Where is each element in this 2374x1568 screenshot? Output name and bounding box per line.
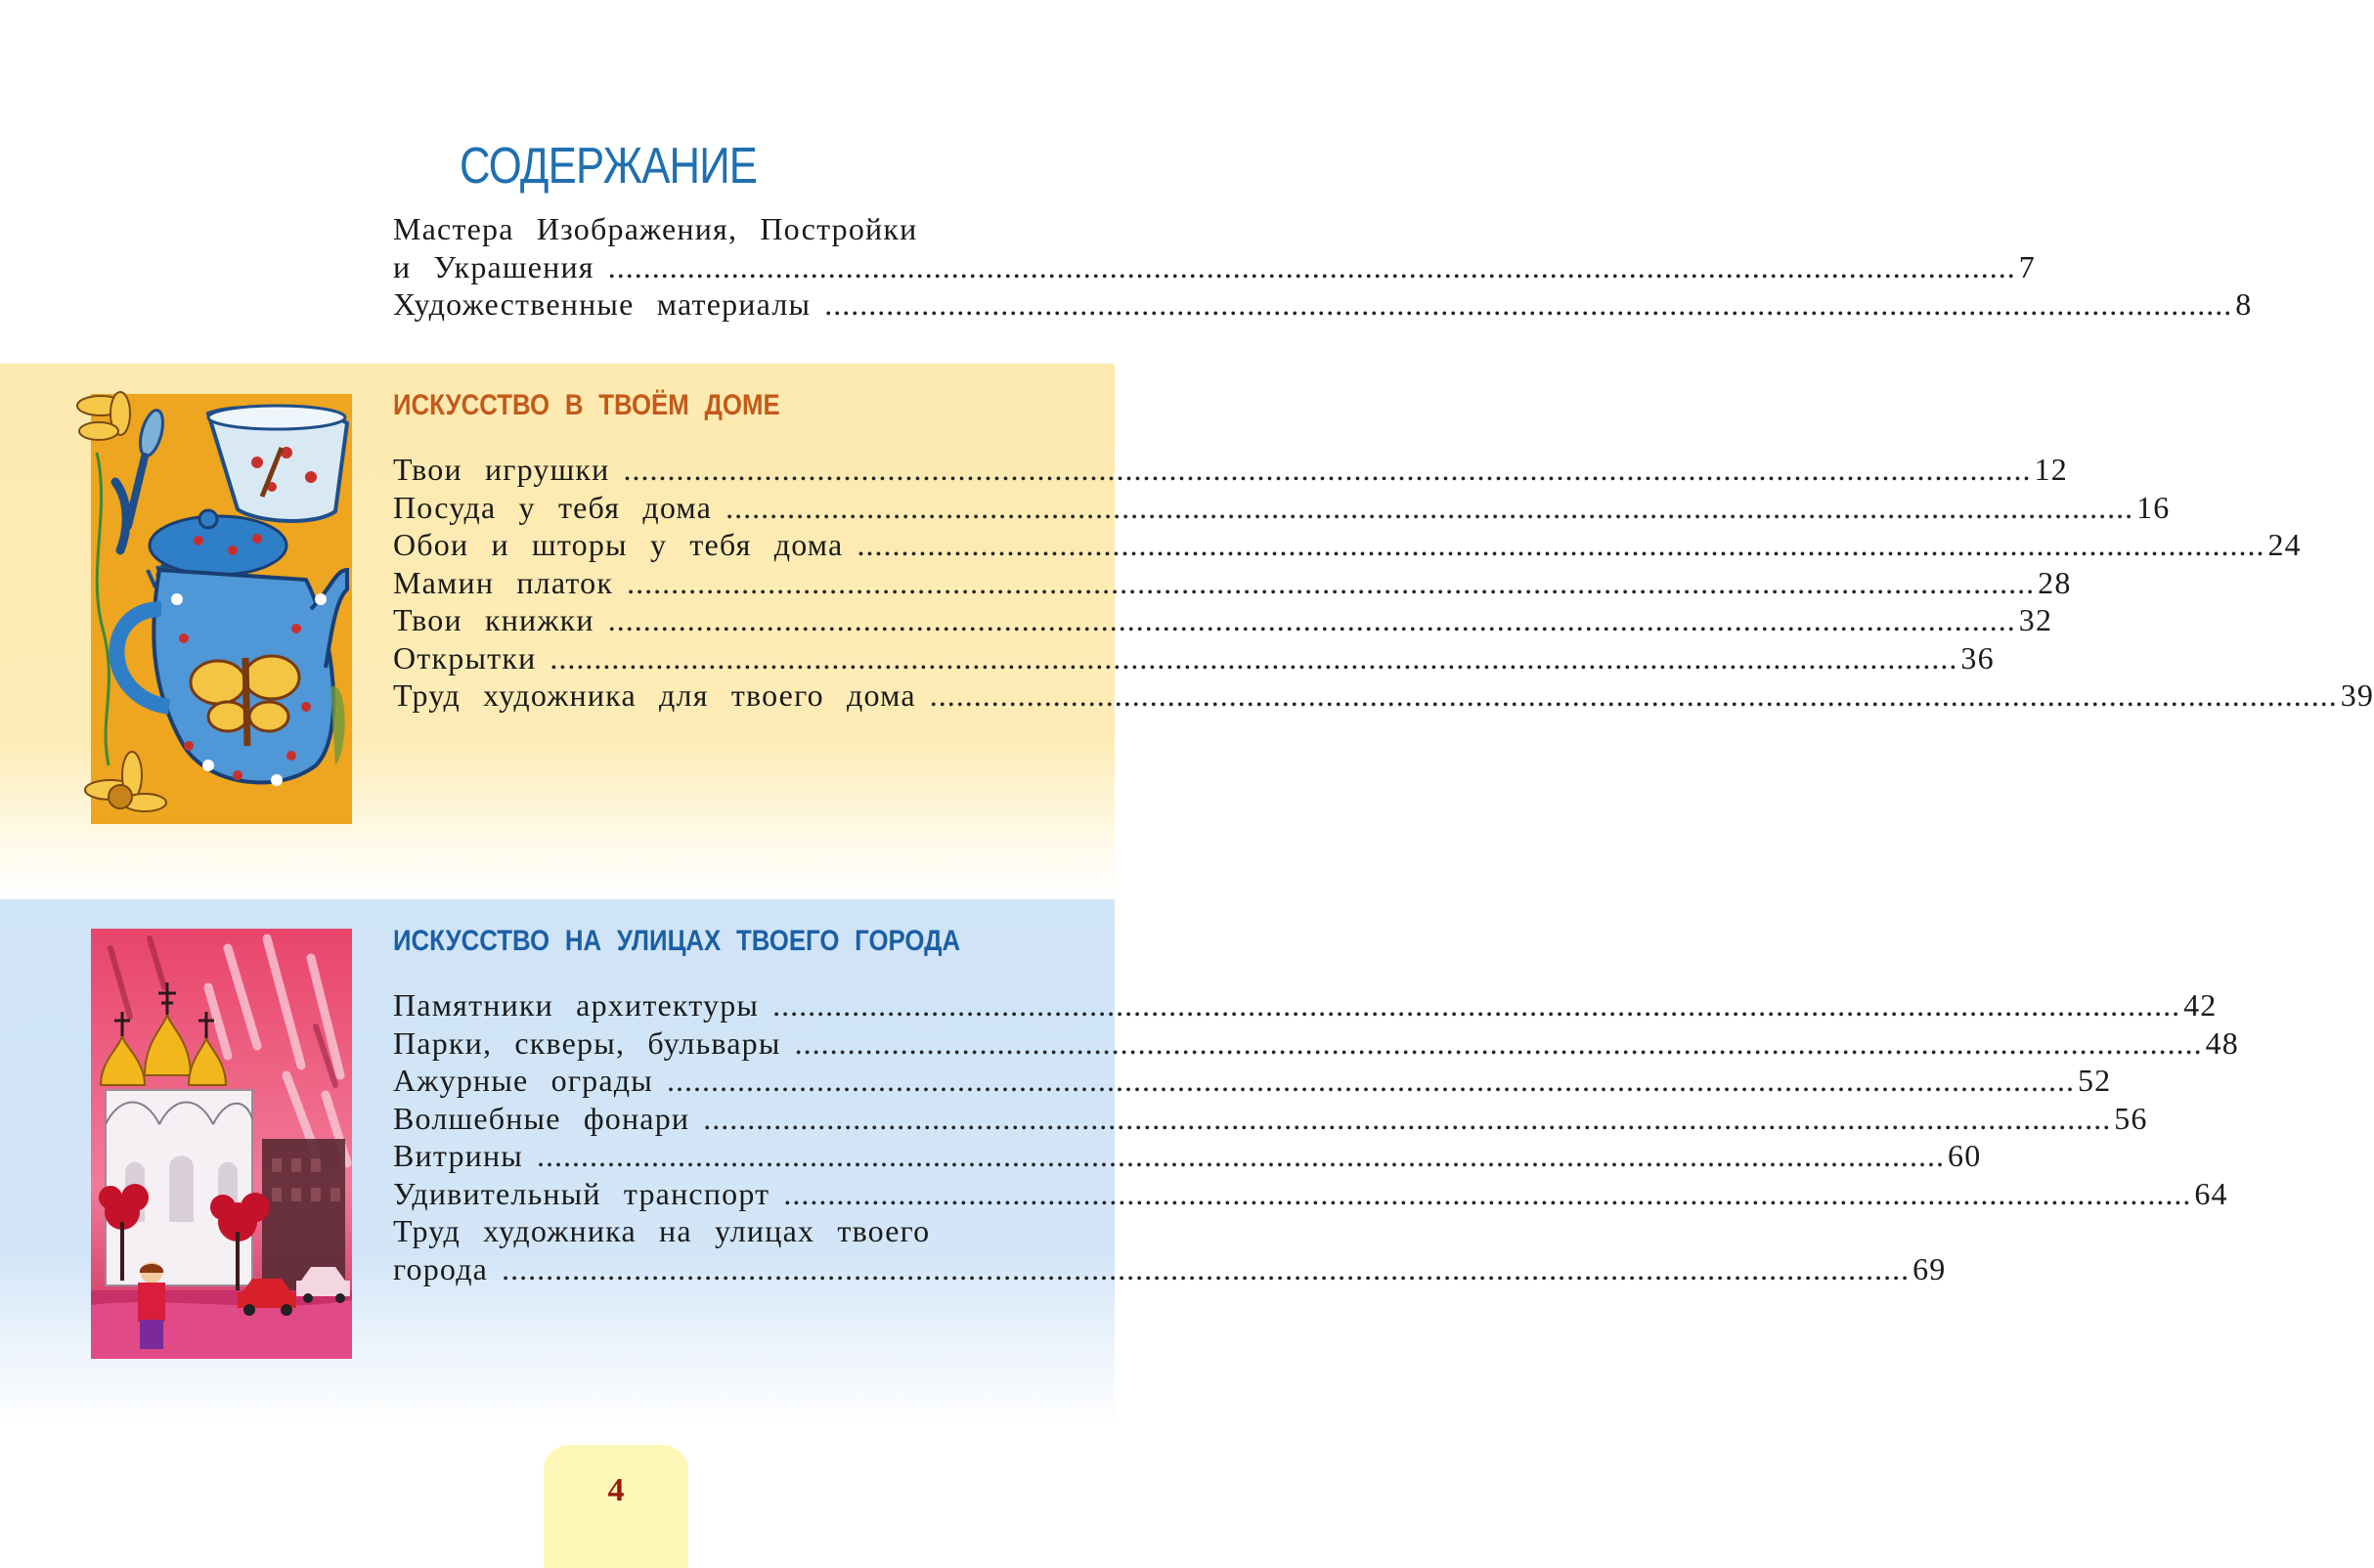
toc-entry-page: 28	[2038, 564, 2072, 600]
page-number: 4	[607, 1472, 625, 1508]
toc-entry[interactable]	[393, 677, 2374, 716]
toc-entry-label: Витрины	[393, 1138, 523, 1173]
toc-entry[interactable]	[393, 286, 2253, 325]
toc-entry[interactable]	[393, 1250, 1947, 1289]
toc-entry[interactable]	[393, 987, 2218, 1025]
toc-leader-dots: ................................................................................................................................................................	[703, 1100, 2112, 1136]
section-heading-home: ИСКУССТВО В ТВОЁМ ДОМЕ	[393, 389, 780, 421]
toc-entry-page: 12	[2034, 452, 2068, 487]
page-title: СОДЕРЖАНИЕ	[460, 138, 758, 195]
toc-entry-label: Ажурные ограды	[393, 1063, 653, 1098]
toc-leader-dots: ................................................................................................................................................................	[537, 1138, 1945, 1173]
toc-entry-label: Парки, скверы, бульвары	[393, 1024, 781, 1061]
toc-entry[interactable]	[393, 527, 2302, 565]
toc-entry-page: 16	[2136, 489, 2171, 525]
toc-leader-dots: ................................................................................................................................................................	[607, 602, 2016, 637]
toc-entry-page: 7	[2018, 248, 2036, 284]
toc-entry[interactable]	[393, 1138, 1982, 1176]
toc-entry[interactable]	[393, 248, 2036, 287]
toc-entry-label: города	[393, 1250, 489, 1286]
toc-leader-dots: ................................................................................................................................................................	[772, 987, 2181, 1023]
section-toc-city	[393, 987, 2239, 1288]
toc-leader-dots: ................................................................................................................................................................	[627, 564, 2036, 600]
toc-entry[interactable]	[393, 211, 1054, 249]
toc-entry-page: 48	[2205, 1024, 2239, 1061]
toc-entry[interactable]	[393, 1100, 2148, 1139]
toc-entry-page: 42	[2183, 987, 2218, 1023]
toc-entry-label: Волшебные фонари	[393, 1100, 690, 1136]
toc-entry-page: 32	[2018, 602, 2053, 637]
toc-leader-dots: ................................................................................................................................................................	[607, 248, 2016, 284]
toc-entry-page: 39	[2340, 677, 2374, 713]
toc-entry-page: 36	[1960, 639, 1995, 675]
toc-leader-dots: ................................................................................................................................................................	[824, 286, 2233, 322]
toc-entry-label: Посуда у тебя дома	[393, 489, 713, 525]
toc-entry-label: Мамин платок	[393, 564, 614, 600]
toc-entry-label: Мастера Изображения, Постройки	[393, 211, 918, 246]
toc-entry-label: Художественные материалы	[393, 286, 812, 322]
toc-leader-dots: ................................................................................................................................................................	[666, 1063, 2075, 1098]
toc-entry-label: Труд художника для твоего дома	[393, 677, 916, 713]
toc-entry-page: 56	[2114, 1100, 2148, 1136]
toc-entry-label: Труд художника на улицах твоего	[393, 1213, 931, 1248]
toc-entry-label: Открытки	[393, 639, 537, 675]
toc-entry[interactable]	[393, 564, 2072, 603]
toc-entry[interactable]	[393, 602, 2053, 640]
toc-entry-label: Твои игрушки	[393, 452, 610, 487]
toc-leader-dots: ................................................................................................................................................................	[857, 527, 2265, 562]
toc-leader-dots: ................................................................................................................................................................	[929, 677, 2338, 713]
toc-leader-dots: ................................................................................................................................................................	[783, 1175, 2192, 1211]
toc-entry[interactable]	[393, 1063, 2112, 1101]
toc-entry-page: 52	[2077, 1063, 2112, 1098]
toc-entry[interactable]	[393, 452, 2068, 490]
toc-entry-page: 64	[2194, 1175, 2228, 1211]
toc-entry[interactable]	[393, 639, 1995, 678]
toc-leader-dots: ................................................................................................................................................................	[794, 1024, 2203, 1061]
toc-entry[interactable]	[393, 489, 2171, 528]
toc-leader-dots: ................................................................................................................................................................	[550, 639, 1958, 675]
intro-toc	[393, 211, 2253, 325]
toc-leader-dots: ................................................................................................................................................................	[725, 489, 2134, 525]
toc-entry-label: Удивительный транспорт	[393, 1175, 770, 1211]
teapot-painting-image	[91, 394, 352, 824]
toc-entry-label: Твои книжки	[393, 602, 594, 637]
toc-entry-page: 60	[1948, 1138, 1982, 1173]
toc-entry-page: 24	[2267, 527, 2302, 562]
toc-entry-page: 69	[1912, 1250, 1947, 1286]
toc-entry-label: Памятники архитектуры	[393, 987, 760, 1023]
toc-entry[interactable]	[393, 1024, 2239, 1064]
toc-leader-dots: ................................................................................................................................................................	[502, 1250, 1911, 1286]
page-number-box	[544, 1445, 688, 1568]
toc-entry-label: и Украшения	[393, 248, 594, 284]
toc-entry[interactable]	[393, 1213, 1054, 1251]
section-toc-home	[393, 452, 2374, 716]
toc-leader-dots: ................................................................................................................................................................	[623, 452, 2032, 487]
section-heading-city: ИСКУССТВО НА УЛИЦАХ ТВОЕГО ГОРОДА	[393, 925, 961, 957]
toc-entry[interactable]	[393, 1175, 2228, 1214]
toc-entry-label: Обои и шторы у тебя дома	[393, 527, 844, 562]
toc-entry-page: 8	[2235, 286, 2253, 322]
church-city-painting-image	[91, 929, 352, 1359]
